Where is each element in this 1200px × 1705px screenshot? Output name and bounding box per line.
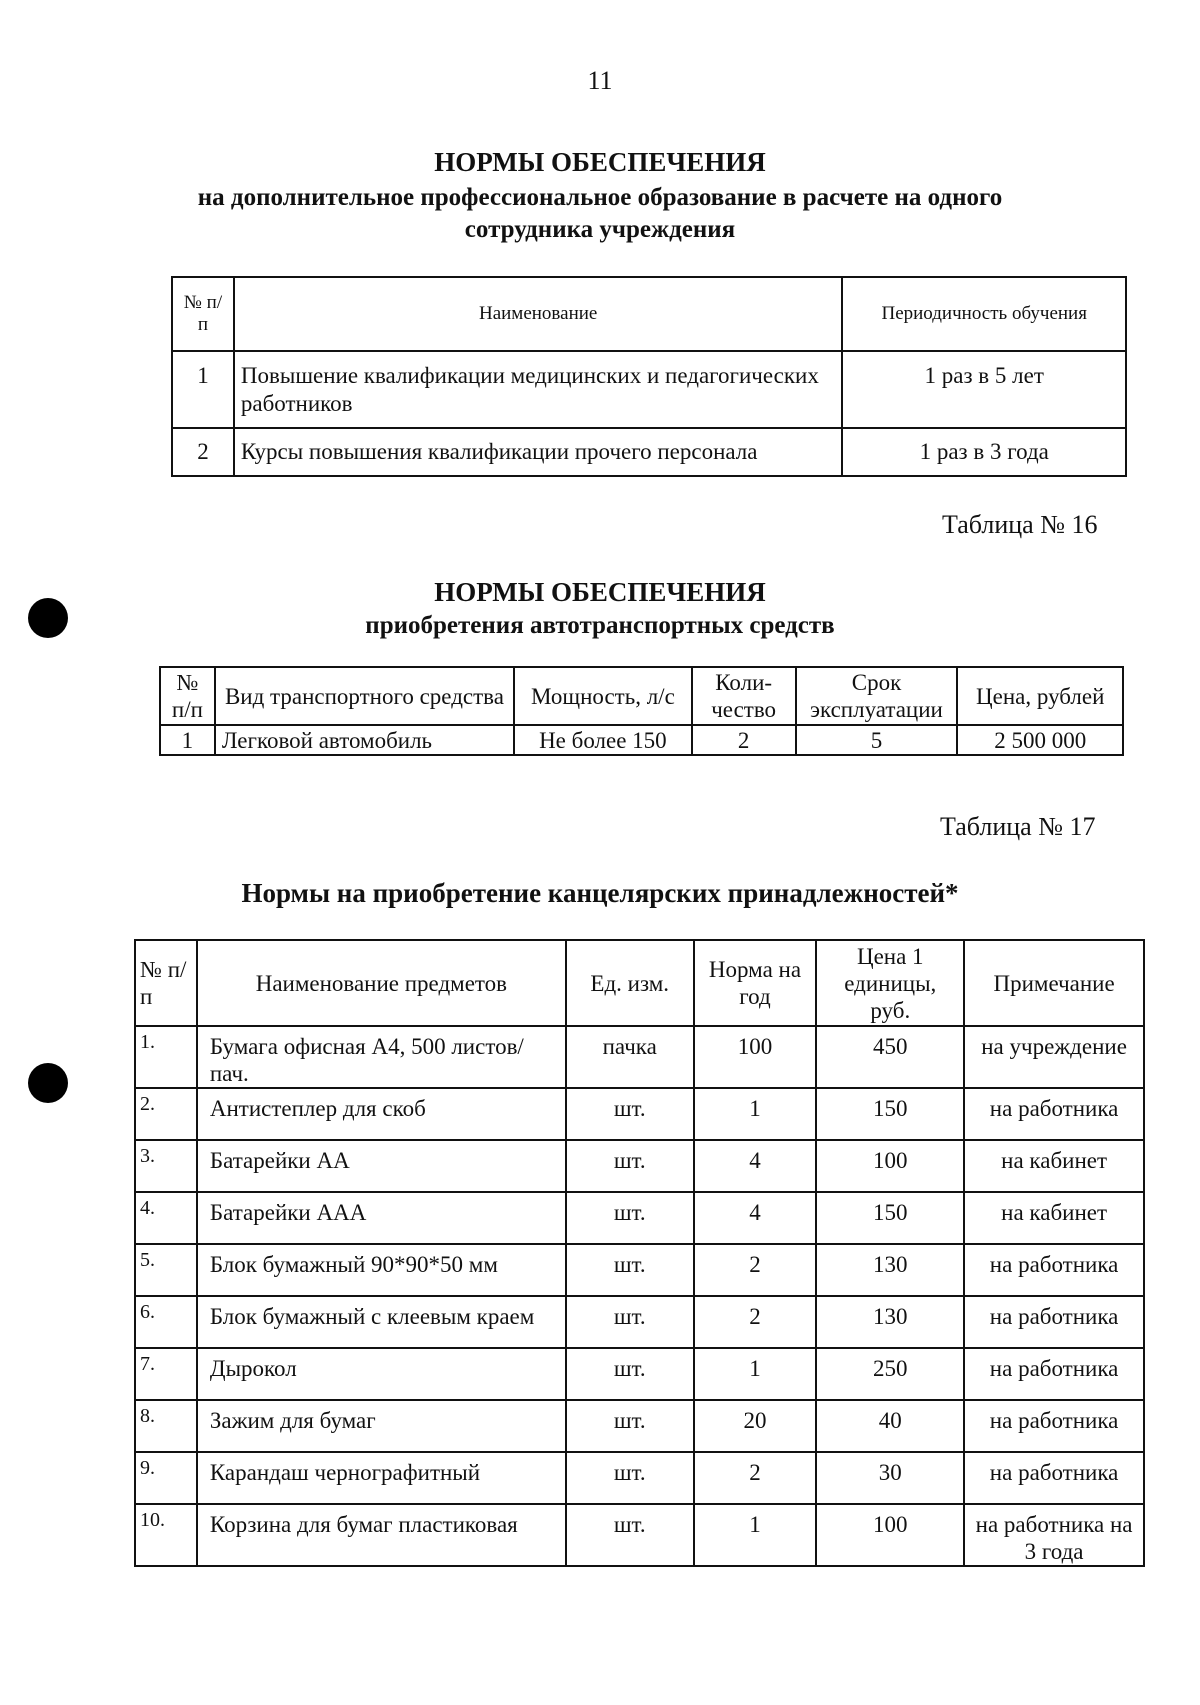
training-table <box>171 276 1127 477</box>
cell-name: Антистеплер для скоб <box>197 1088 566 1140</box>
header-qty: Коли-чество <box>692 667 796 725</box>
section2-title: НОРМЫ ОБЕСПЕЧЕНИЯ <box>434 577 766 607</box>
cell-price: 100 <box>816 1504 964 1566</box>
header-price: Цена 1 единицы, руб. <box>816 940 964 1026</box>
cell-note: на работника <box>964 1296 1144 1348</box>
cell-price: 130 <box>816 1244 964 1296</box>
header-name: Наименование предметов <box>197 940 566 1026</box>
cell-num: 1. <box>135 1026 197 1088</box>
cell-price: 450 <box>816 1026 964 1088</box>
cell-norm: 2 <box>694 1296 817 1348</box>
cell-unit: шт. <box>566 1192 694 1244</box>
cell-unit: шт. <box>566 1348 694 1400</box>
cell-norm: 2 <box>694 1452 817 1504</box>
cell-unit: шт. <box>566 1452 694 1504</box>
stationery-table <box>134 939 1145 1567</box>
cell-note: на кабинет <box>964 1140 1144 1192</box>
table-row <box>135 1088 1144 1140</box>
cell-num: 2. <box>135 1088 197 1140</box>
table-row <box>135 1348 1144 1400</box>
cell-note: на работника <box>964 1244 1144 1296</box>
cell-norm: 1 <box>694 1348 817 1400</box>
cell-num: 5. <box>135 1244 197 1296</box>
table-header-row <box>172 277 1126 351</box>
cell-note: на работника <box>964 1348 1144 1400</box>
cell-name: Блок бумажный 90*90*50 мм <box>197 1244 566 1296</box>
section1-subtitle-line1: на дополнительное профессиональное образование в расчете на одного <box>197 184 1003 211</box>
cell-name: Дырокол <box>197 1348 566 1400</box>
table-row <box>160 725 1123 755</box>
cell-price: 150 <box>816 1088 964 1140</box>
cell-note: на работника <box>964 1088 1144 1140</box>
table-row <box>172 351 1126 428</box>
cell-unit: шт. <box>566 1400 694 1452</box>
cell-norm: 1 <box>694 1088 817 1140</box>
header-term: Срок эксплуатации <box>796 667 958 725</box>
table-row <box>135 1296 1144 1348</box>
cell-num: 4. <box>135 1192 197 1244</box>
cell-name: Блок бумажный с клеевым краем <box>197 1296 566 1348</box>
table-row <box>135 1504 1144 1566</box>
cell-price: 40 <box>816 1400 964 1452</box>
header-num: № п/п <box>160 667 215 725</box>
stationery-rows <box>135 1026 1144 1566</box>
cell-name: Бумага офисная А4, 500 листов/пач. <box>197 1026 566 1088</box>
table-row <box>172 428 1126 476</box>
section1-subtitle-line2: сотрудника учреждения <box>464 216 736 243</box>
cell-name: Повышение квалификации медицинских и педагогических работников <box>234 351 843 428</box>
cell-price: 250 <box>816 1348 964 1400</box>
cell-note: на кабинет <box>964 1192 1144 1244</box>
table-row <box>135 1140 1144 1192</box>
cell-num: 6. <box>135 1296 197 1348</box>
cell-norm: 4 <box>694 1140 817 1192</box>
cell-unit: шт. <box>566 1088 694 1140</box>
header-name: Наименование <box>234 277 843 351</box>
cell-norm: 4 <box>694 1192 817 1244</box>
cell-norm: 20 <box>694 1400 817 1452</box>
header-unit: Ед. изм. <box>566 940 694 1026</box>
cell-period: 1 раз в 5 лет <box>842 351 1126 428</box>
table-header-row <box>135 940 1144 1026</box>
header-power: Мощность, л/с <box>514 667 692 725</box>
cell-unit: шт. <box>566 1504 694 1566</box>
table16-label: Таблица № 16 <box>942 510 1098 539</box>
table-row <box>135 1192 1144 1244</box>
table17-label: Таблица № 17 <box>940 812 1096 841</box>
table-row <box>135 1452 1144 1504</box>
cell-name: Курсы повышения квалификации прочего персонала <box>234 428 843 476</box>
cell-num: 7. <box>135 1348 197 1400</box>
cell-num: 1 <box>160 725 215 755</box>
cell-note: на работника на 3 года <box>964 1504 1144 1566</box>
cell-num: 10. <box>135 1504 197 1566</box>
header-num: № п/п <box>135 940 197 1026</box>
cell-name: Карандаш чернографитный <box>197 1452 566 1504</box>
cell-price: 150 <box>816 1192 964 1244</box>
header-note: Примечание <box>964 940 1144 1026</box>
binder-hole-top <box>28 598 68 638</box>
cell-num: 2 <box>172 428 234 476</box>
cell-price: 100 <box>816 1140 964 1192</box>
table-row <box>135 1026 1144 1088</box>
cell-num: 9. <box>135 1452 197 1504</box>
cell-num: 8. <box>135 1400 197 1452</box>
cell-name: Батарейки АА <box>197 1140 566 1192</box>
header-norm: Норма на год <box>694 940 817 1026</box>
table-row <box>135 1400 1144 1452</box>
section1-title: НОРМЫ ОБЕСПЕЧЕНИЯ <box>434 147 766 177</box>
table-row <box>135 1244 1144 1296</box>
cell-period: 1 раз в 3 года <box>842 428 1126 476</box>
cell-norm: 100 <box>694 1026 817 1088</box>
cell-name: Батарейки ААА <box>197 1192 566 1244</box>
header-kind: Вид транспортного средства <box>215 667 514 725</box>
cell-unit: шт. <box>566 1244 694 1296</box>
cell-qty: 2 <box>692 725 796 755</box>
header-price: Цена, рублей <box>957 667 1123 725</box>
cell-norm: 2 <box>694 1244 817 1296</box>
cell-unit: пачка <box>566 1026 694 1088</box>
cell-unit: шт. <box>566 1140 694 1192</box>
section2-subtitle: приобретения автотранспортных средств <box>365 612 835 639</box>
cell-note: на учреждение <box>964 1026 1144 1088</box>
binder-hole-bottom <box>28 1063 68 1103</box>
section3-title: Нормы на приобретение канцелярских принадлежностей* <box>241 878 959 908</box>
cell-name: Зажим для бумаг <box>197 1400 566 1452</box>
table-header-row <box>160 667 1123 725</box>
header-num: № п/п <box>172 277 234 351</box>
cell-term: 5 <box>796 725 958 755</box>
cell-name: Корзина для бумаг пластиковая <box>197 1504 566 1566</box>
cell-power: Не более 150 <box>514 725 692 755</box>
vehicles-table <box>159 666 1124 756</box>
cell-price: 30 <box>816 1452 964 1504</box>
cell-unit: шт. <box>566 1296 694 1348</box>
cell-note: на работника <box>964 1400 1144 1452</box>
cell-price: 130 <box>816 1296 964 1348</box>
page-number: 11 <box>587 66 613 95</box>
cell-price: 2 500 000 <box>957 725 1123 755</box>
cell-num: 3. <box>135 1140 197 1192</box>
cell-kind: Легковой автомобиль <box>215 725 514 755</box>
header-period: Периодичность обучения <box>842 277 1126 351</box>
cell-norm: 1 <box>694 1504 817 1566</box>
cell-note: на работника <box>964 1452 1144 1504</box>
cell-num: 1 <box>172 351 234 428</box>
